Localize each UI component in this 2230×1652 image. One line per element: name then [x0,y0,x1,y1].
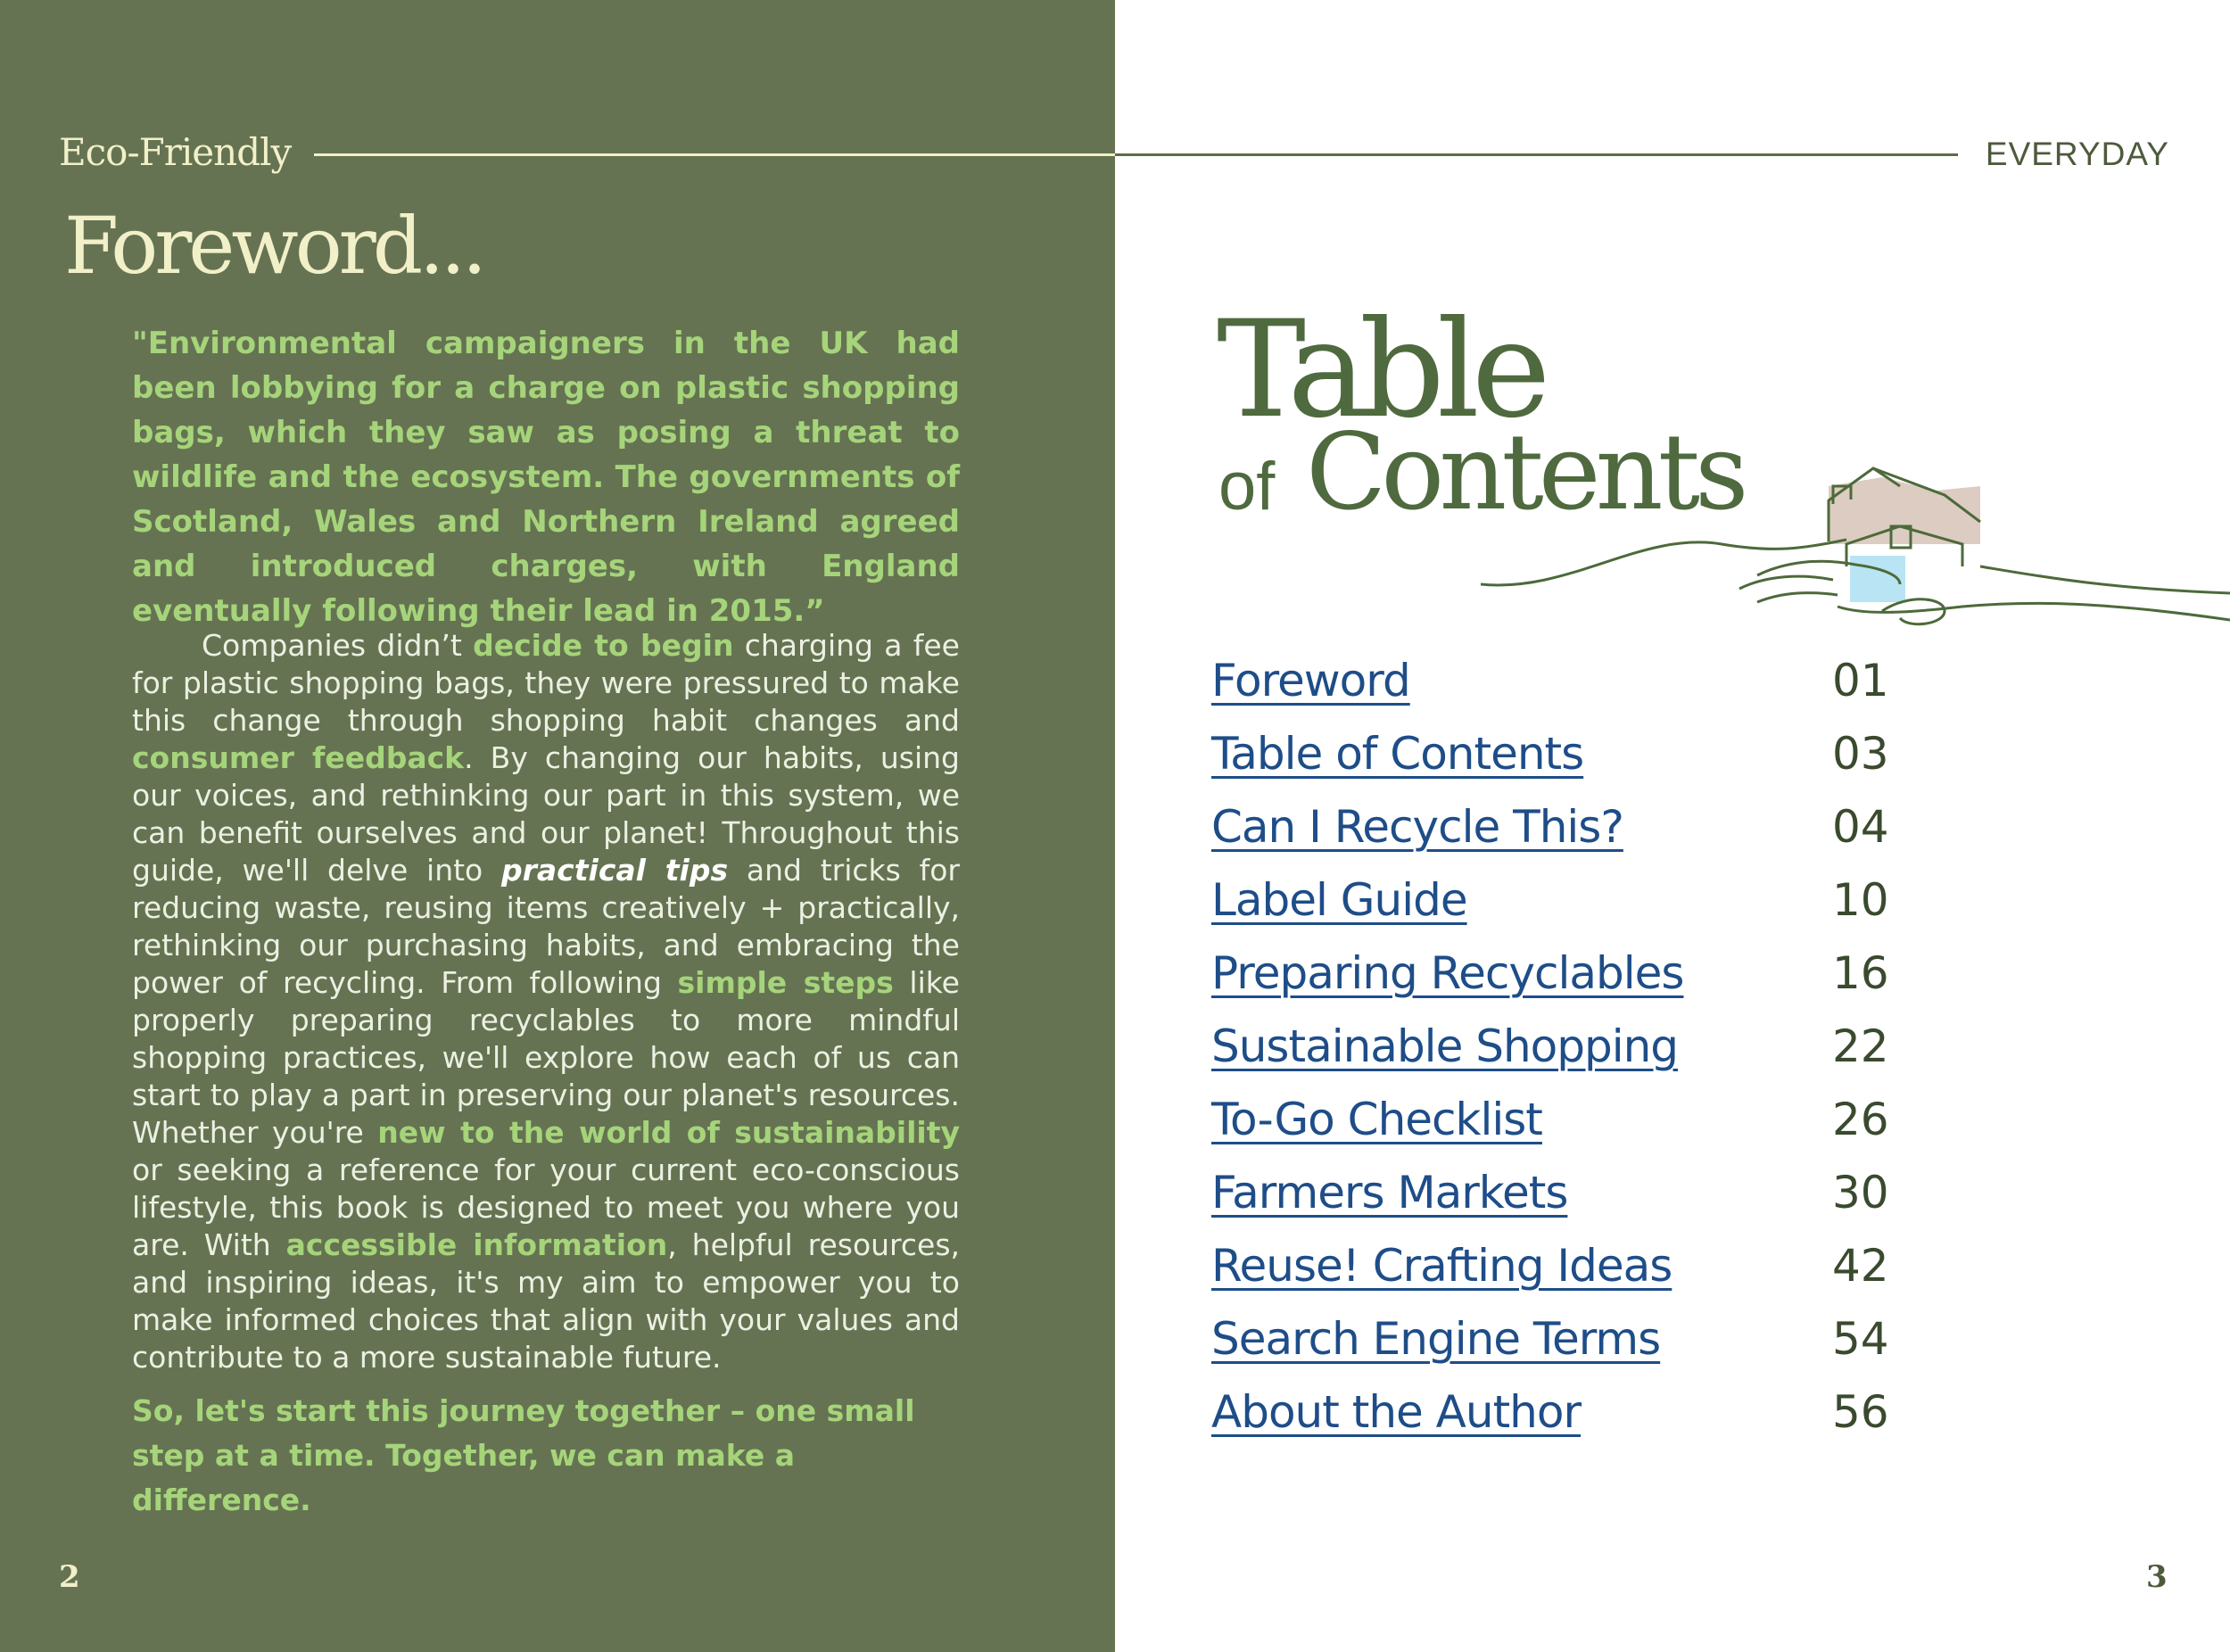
foreword-closing: So, let's start this journey together – one small step at a time. Together, we can make a difference. [132,1393,915,1517]
body-text-segment: , helpful resources, and inspiring ideas, it's my aim to empower you to make informed choices that align with your values and contribute to a more sustainable future. [132,1227,961,1375]
toc-page-number: 56 [1832,1386,1889,1438]
body-text-segment: and tricks for reducing waste, reusing items creatively + practically, rethinking our purchasing habits, and embracing the power of recycling. From following [132,853,960,1000]
toc-page-number: 16 [1832,947,1889,999]
highlight-accessible-information: accessible information [285,1227,668,1262]
toc-link[interactable]: Label Guide [1211,874,1467,926]
toc-page-number: 30 [1832,1167,1889,1218]
toc-row-search-engine-terms[interactable] [1211,1308,1907,1381]
toc-page-number: 54 [1832,1313,1889,1365]
highlight-practical-tips: practical tips [501,853,729,888]
section-label: EVERYDAY [1985,136,2169,172]
toc-row-table-of-contents[interactable] [1211,723,1907,796]
body-text-segment: or seeking a reference for your current eco-conscious lifestyle, this book is designed to meet you where you are. With [132,1152,960,1262]
toc-link[interactable]: Table of Contents [1211,728,1584,780]
toc-row-preparing-recyclables[interactable] [1211,942,1907,1015]
highlight-new-to-sustainability: new to the world of sustainability [377,1115,960,1150]
toc-link[interactable]: Preparing Recyclables [1211,947,1684,999]
highlight-decide-to-begin: decide to begin [473,628,734,663]
toc-row-sustainable-shopping[interactable] [1211,1015,1907,1088]
toc-list [1211,649,1907,1454]
toc-row-can-i-recycle-this[interactable] [1211,796,1907,869]
toc-title-table: Table [1217,293,1543,448]
body-text-segment: Companies didn’t [202,628,474,663]
foreword-body [132,627,960,1376]
header-divider-left [314,153,1115,156]
toc-row-foreword[interactable] [1211,649,1907,723]
toc-page-number: 22 [1832,1020,1889,1072]
toc-row-farmers-markets[interactable] [1211,1161,1907,1235]
brand-wordmark: Eco-Friendly [59,130,292,174]
toc-row-about-the-author[interactable] [1211,1381,1907,1454]
foreword-quote: "Environmental campaigners in the UK had been lobbying for a charge on plastic shopping bags, which they saw as posing a threat to wildlife and the ecosystem. The governments of Scotland, Wales and Northern Ireland agreed and introduced charges, with England eventually following their lead in 2015.” [132,326,960,629]
foreword-title: Foreword... [64,200,483,292]
toc-link[interactable]: Reuse! Crafting Ideas [1211,1240,1672,1292]
toc-page-number: 03 [1832,728,1889,780]
toc-row-to-go-checklist[interactable] [1211,1088,1907,1161]
toc-link[interactable]: Farmers Markets [1211,1167,1568,1218]
toc-link[interactable]: Foreword [1211,655,1410,706]
toc-link[interactable]: Can I Recycle This? [1211,801,1623,853]
highlight-simple-steps: simple steps [677,965,894,1000]
toc-page-number: 10 [1832,874,1889,926]
body-text-segment: like properly preparing recyclables to more mindful shopping practices, we'll explore how each of us can start to play a part in preserving our planet's resources. Whether you're [132,965,960,1150]
toc-page-number: 01 [1832,655,1889,706]
toc-link[interactable]: To-Go Checklist [1211,1094,1542,1145]
toc-row-reuse-crafting-ideas[interactable] [1211,1235,1907,1308]
body-text-segment: charging a fee for plastic shopping bags, they were pressured to make this change through shopping habit changes and [132,628,960,738]
toc-page-number: 26 [1832,1094,1889,1145]
page-number-right: 3 [2146,1559,2168,1595]
toc-page-number: 04 [1832,801,1889,853]
toc-link[interactable]: About the Author [1211,1386,1582,1438]
toc-page-number: 42 [1832,1240,1889,1292]
toc-row-label-guide[interactable] [1211,869,1907,942]
toc-link[interactable]: Search Engine Terms [1211,1313,1661,1365]
page-number-left: 2 [59,1559,80,1595]
toc-link[interactable]: Sustainable Shopping [1211,1020,1679,1072]
toc-title-contents: Contents [1306,410,1744,533]
body-text-segment: . By changing our habits, using our voices, and rethinking our part in this system, we can benefit ourselves and our planet! Throughout this guide, we'll delve into [132,740,960,888]
toc-title-of: of [1218,449,1276,525]
header-divider-right [1115,153,1958,156]
house-in-hand-icon [1481,459,2230,673]
highlight-consumer-feedback: consumer feedback [132,740,465,775]
